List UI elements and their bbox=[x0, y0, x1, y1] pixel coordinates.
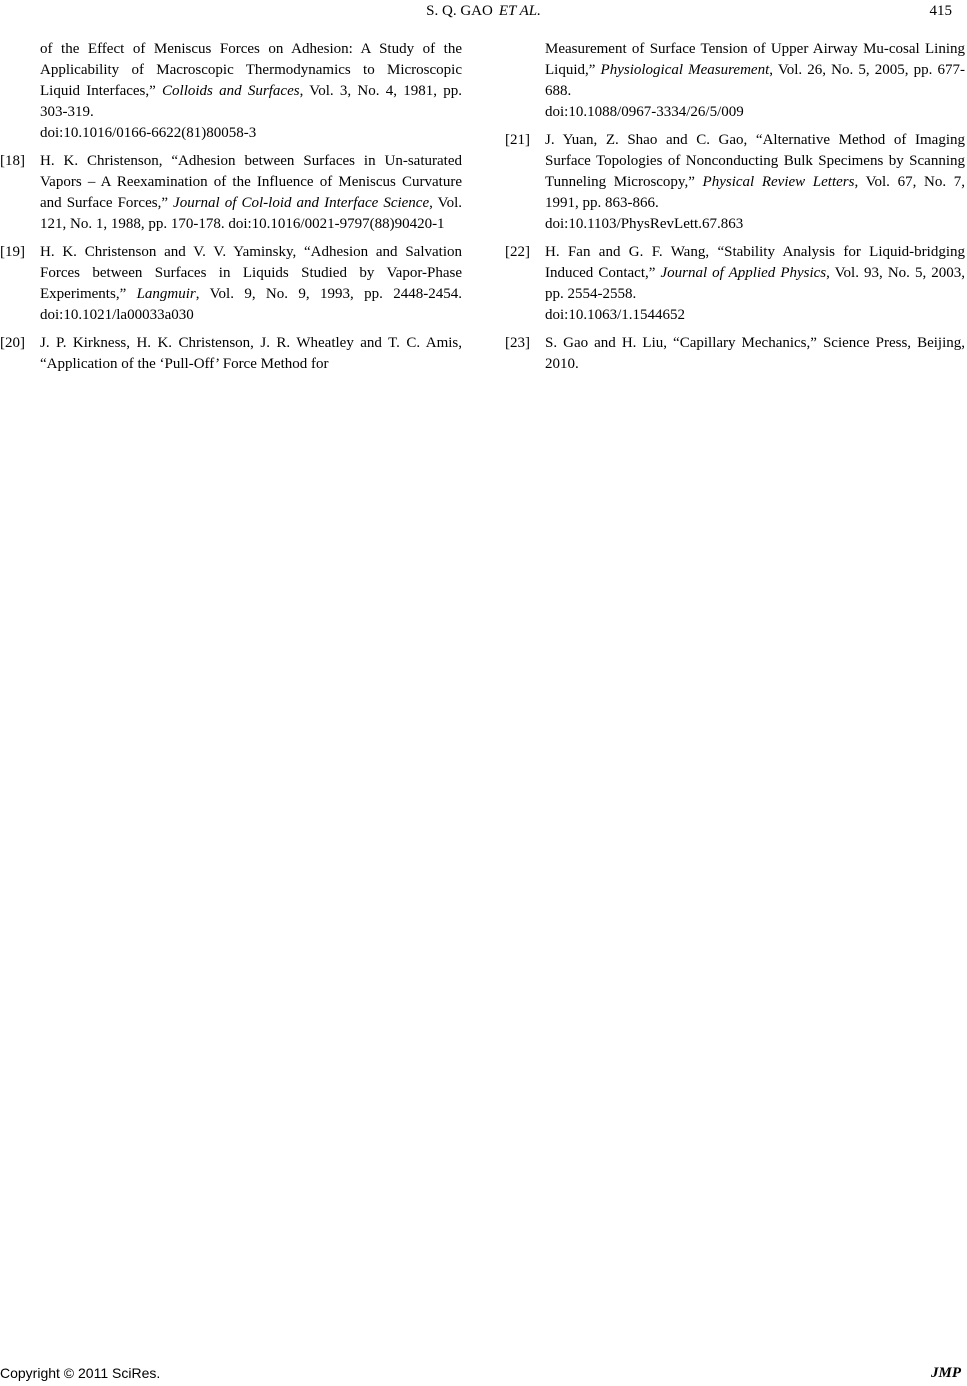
reference-doi: doi:10.1016/0166-6622(81)80058-3 bbox=[40, 125, 257, 141]
reference-text-segment: , Vol. 26, No. 5, 2005, pp. 677-688. bbox=[545, 62, 966, 99]
reference-number: [23] bbox=[505, 335, 530, 351]
reference-number: [20] bbox=[0, 335, 25, 351]
copyright-notice: Copyright © 2011 SciRes. bbox=[0, 1365, 161, 1381]
reference-source-title: Physiological Measurement bbox=[600, 62, 770, 78]
reference-text-segment: H. K. Christenson, “Adhesion between Surfaces in Un-saturated Vapors – A Reexamination of the Influence of Meniscus Curvature and Surface Forces,” bbox=[40, 153, 462, 211]
reference-text-segment: J. Yuan, Z. Shao and C. Gao, “Alternative Method of Imaging Surface Topologies of Nonconducting Bulk Specimens by Scanning Tunneling Microscopy,” bbox=[545, 132, 965, 190]
reference-source-title: Langmuir bbox=[136, 286, 196, 302]
reference-source-title: Journal of Applied Physics bbox=[660, 265, 827, 281]
reference-entry bbox=[505, 242, 965, 326]
reference-text bbox=[545, 39, 965, 123]
reference-doi: doi:10.1063/1.1544652 bbox=[545, 307, 686, 323]
reference-entry bbox=[0, 151, 462, 235]
page-header bbox=[0, 0, 967, 24]
reference-entry bbox=[505, 333, 965, 375]
journal-abbreviation: JMP bbox=[931, 1365, 961, 1381]
reference-number: [22] bbox=[505, 244, 530, 260]
running-head bbox=[0, 2, 967, 20]
reference-number: [21] bbox=[505, 132, 530, 148]
reference-entry bbox=[505, 130, 965, 235]
reference-text-segment: , Vol. 93, No. 5, 2003, pp. 2554-2558. bbox=[545, 265, 965, 302]
reference-entry-continuation bbox=[505, 39, 965, 123]
reference-text-segment: , Vol. 3, No. 4, 1981, pp. 303-319. bbox=[40, 83, 462, 120]
reference-text-segment: S. Gao and H. Liu, “Capillary Mechanics,” Science Press, Beijing, 2010. bbox=[545, 335, 965, 372]
reference-text-segment: , Vol. 121, No. 1, 1988, pp. 170-178. doi:10.1016/0021-9797(88)90420-1 bbox=[40, 195, 462, 232]
running-head-author: S. Q. GAO bbox=[426, 3, 493, 19]
reference-text-segment: J. P. Kirkness, H. K. Christenson, J. R. Wheatley and T. C. Amis, “Application of the ‘Pull-Off’ Force Method for bbox=[40, 335, 462, 372]
reference-entry bbox=[0, 333, 462, 375]
reference-number: [19] bbox=[0, 244, 25, 260]
running-head-etal: ET AL. bbox=[498, 3, 541, 19]
reference-doi: doi:10.1088/0967-3334/26/5/009 bbox=[545, 104, 744, 120]
reference-doi: doi:10.1103/PhysRevLett.67.863 bbox=[545, 216, 744, 232]
reference-entry bbox=[0, 242, 462, 326]
reference-source-title: Journal of Col-loid and Interface Science bbox=[173, 195, 430, 211]
reference-text bbox=[40, 242, 462, 326]
page-footer bbox=[0, 1364, 967, 1384]
reference-text-segment: , Vol. 67, No. 7, 1991, pp. 863-866. bbox=[545, 174, 965, 211]
reference-column-right bbox=[505, 39, 965, 382]
reference-text-segment: H. Fan and G. F. Wang, “Stability Analysis for Liquid-bridging Induced Contact,” bbox=[545, 244, 965, 281]
reference-text bbox=[40, 333, 462, 375]
reference-entry-continuation bbox=[0, 39, 462, 144]
reference-text-segment: of the Effect of Meniscus Forces on Adhesion: A Study of the Applicability of Macroscopic Thermodynamics to Microscopic Liquid Interfaces,” bbox=[40, 41, 462, 99]
reference-number: [18] bbox=[0, 153, 25, 169]
reference-text bbox=[545, 333, 965, 375]
reference-text bbox=[545, 242, 965, 326]
reference-text bbox=[40, 39, 462, 144]
reference-text-segment: H. K. Christenson and V. V. Yaminsky, “Adhesion and Salvation Forces between Surfaces in Liquids Studied by Vapor-Phase Experiments,” bbox=[40, 244, 462, 302]
reference-source-title: Colloids and Surfaces bbox=[162, 83, 300, 99]
page-number: 415 bbox=[929, 3, 952, 19]
reference-source-title: Physical Review Letters bbox=[702, 174, 855, 190]
reference-column-left bbox=[0, 39, 462, 382]
reference-text-segment: Measurement of Surface Tension of Upper Airway Mu-cosal Lining Liquid,” bbox=[545, 41, 965, 78]
reference-text bbox=[545, 130, 965, 235]
reference-text-segment: , Vol. 9, No. 9, 1993, pp. 2448-2454. doi:10.1021/la00033a030 bbox=[40, 286, 462, 323]
reference-text bbox=[40, 151, 462, 235]
